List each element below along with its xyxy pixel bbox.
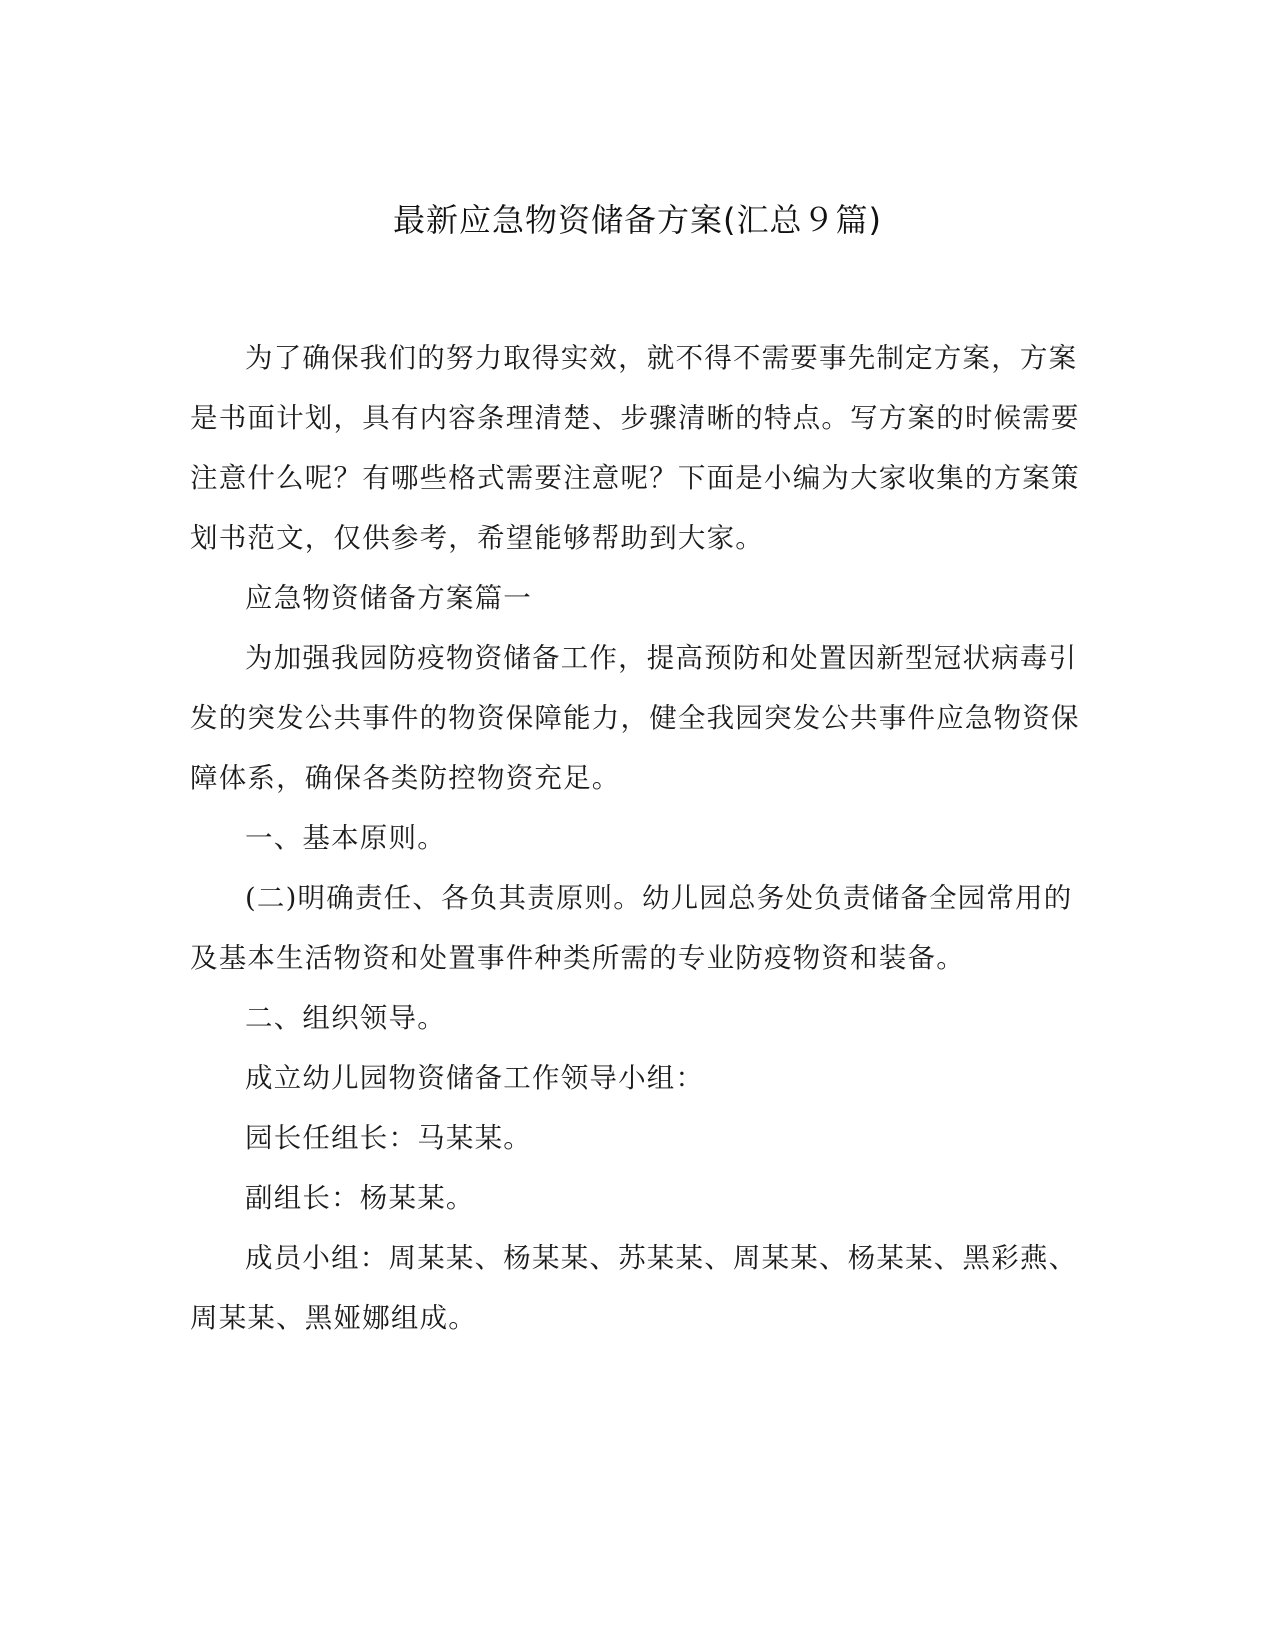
deputy-leader-paragraph: 副组长：杨某某。 — [245, 1182, 475, 1214]
heading-basic-principles: 一、基本原则。 — [245, 822, 446, 854]
document-title: 最新应急物资储备方案(汇总９篇) — [393, 201, 882, 239]
principle-responsibility-paragraph: (二)明确责任、各负其责原则。幼儿园总务处负责储备全园常用的及基本生活物资和处置事件种类所需的专业防疫物资和装备。 — [190, 882, 1073, 974]
document-body — [190, 328, 1095, 1348]
leadership-group-paragraph: 成立幼儿园物资储备工作领导小组： — [245, 1062, 705, 1094]
purpose-paragraph: 为加强我园防疫物资储备工作，提高预防和处置因新型冠状病毒引发的突发公共事件的物资保障能力，健全我园突发公共事件应急物资保障体系，确保各类防控物资充足。 — [190, 642, 1080, 794]
heading-organization: 二、组织领导。 — [245, 1002, 446, 1034]
members-paragraph: 成员小组：周某某、杨某某、苏某某、周某某、杨某某、黑彩燕、周某某、黑娅娜组成。 — [190, 1242, 1078, 1334]
section-heading-part-one: 应急物资储备方案篇一 — [245, 582, 532, 614]
intro-paragraph: 为了确保我们的努力取得实效，就不得不需要事先制定方案，方案是书面计划，具有内容条理清楚、步骤清晰的特点。写方案的时候需要注意什么呢？有哪些格式需要注意呢？下面是小编为大家收集的方案策划书范文，仅供参考，希望能够帮助到大家。 — [190, 342, 1080, 554]
group-leader-paragraph: 园长任组长：马某某。 — [245, 1122, 532, 1154]
